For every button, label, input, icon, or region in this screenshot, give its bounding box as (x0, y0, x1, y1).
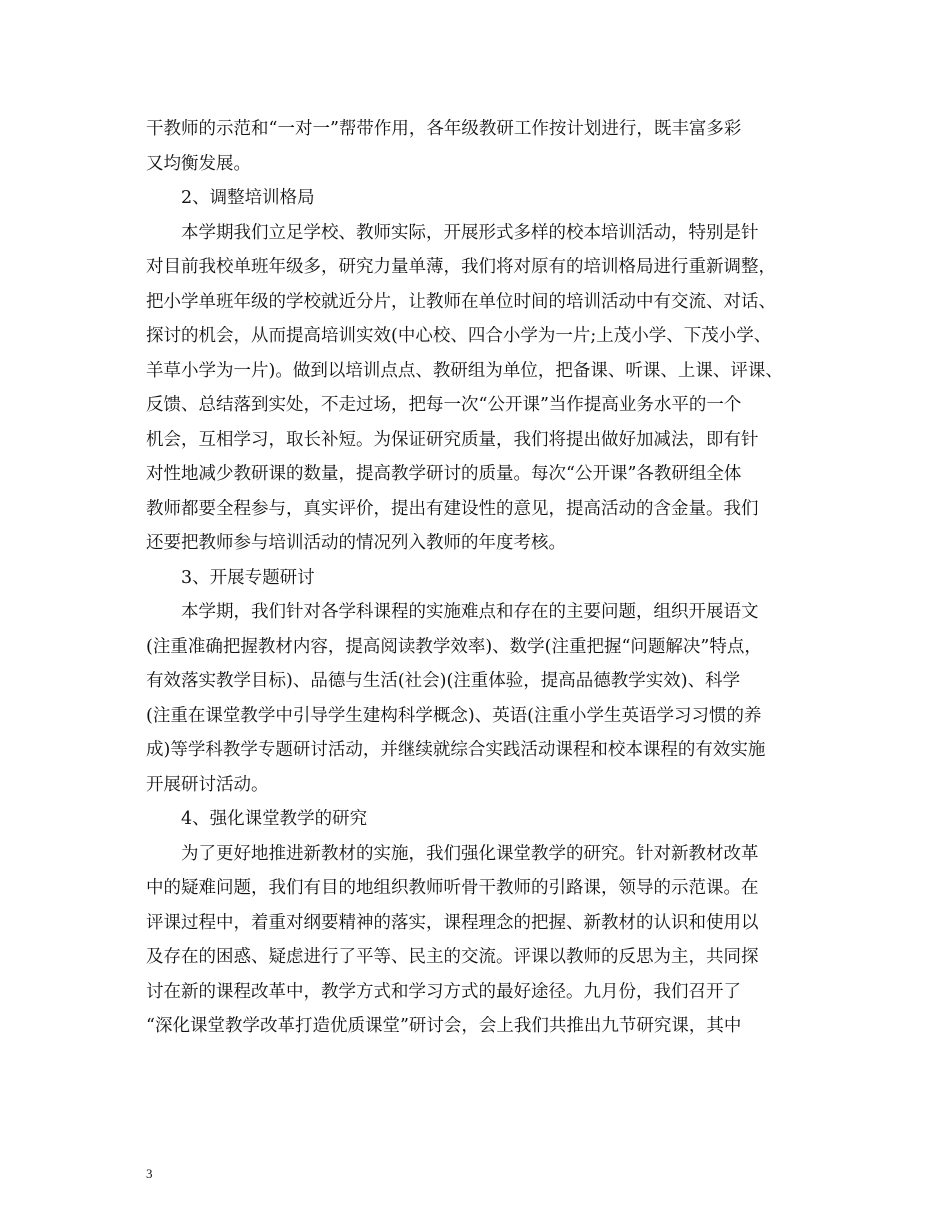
text-line: 成)等学科教学专题研讨活动，并继续就综合实践活动课程和校本课程的有效实施 (146, 740, 766, 760)
page-number: 3 (146, 1166, 153, 1181)
text-line: 又均衡发展。 (146, 154, 251, 174)
text-line: 本学期我们立足学校、教师实际，开展形式多样的校本培训活动，特别是针 (181, 223, 759, 243)
text-line: 4、强化课堂教学的研究 (181, 809, 368, 829)
text-line: 对性地减少教研课的数量，提高教学研讨的质量。每次“公开课”各教研组全体 (146, 464, 742, 484)
text-line: 把小学单班年级的学校就近分片，让教师在单位时间的培训活动中有交流、对话、 (146, 292, 776, 312)
text-line: 讨在新的课程改革中，教学方式和学习方式的最好途径。九月份，我们召开了 (146, 982, 741, 1002)
text-line: (注重在课堂教学中引导学生建构科学概念)、英语(注重小学生英语学习习惯的养 (146, 706, 762, 726)
text-line: 中的疑难问题，我们有目的地组织教师听骨干教师的引路课，领导的示范课。在 (146, 878, 759, 898)
text-line: 还要把教师参与培训活动的情况列入教师的年度考核。 (146, 533, 566, 553)
text-line: 反馈、总结落到实处，不走过场，把每一次“公开课”当作提高业务水平的一个 (146, 395, 742, 415)
text-line: 探讨的机会，从而提高培训实效(中心校、四合小学为一片;上茂小学、下茂小学、 (146, 326, 772, 346)
text-line: 为了更好地推进新教材的实施，我们强化课堂教学的研究。针对新教材改革 (181, 844, 759, 864)
text-line: 2、调整培训格局 (181, 188, 315, 208)
text-line: 羊草小学为一片)。做到以培训点点、教研组为单位，把备课、听课、上课、评课、 (146, 361, 783, 381)
text-line: 开展研讨活动。 (146, 775, 269, 795)
text-line: 对目前我校单班年级多，研究力量单薄，我们将对原有的培训格局进行重新调整， (146, 257, 776, 277)
text-line: 干教师的示范和“一对一”帮带作用，各年级教研工作按计划进行，既丰富多彩 (146, 119, 742, 139)
text-line: 评课过程中，着重对纲要精神的落实，课程理念的把握、新教材的认识和使用以 (146, 913, 759, 933)
text-line: 有效落实教学目标)、品德与生活(社会)(注重体验，提高品德教学实效)、科学 (146, 671, 741, 691)
text-line: (注重准确把握教材内容，提高阅读教学效率)、数学(注重把握“问题解决”特点， (146, 637, 762, 657)
text-line: “深化课堂教学改革打造优质课堂”研讨会，会上我们共推出九节研究课，其中 (146, 1016, 742, 1036)
text-line: 教师都要全程参与，真实评价，提出有建设性的意见，提高活动的含金量。我们 (146, 499, 759, 519)
text-line: 本学期，我们针对各学科课程的实施难点和存在的主要问题，组织开展语文 (181, 602, 759, 622)
text-line: 及存在的困惑、疑虑进行了平等、民主的交流。评课以教师的反思为主，共同探 (146, 947, 759, 967)
text-line: 机会，互相学习，取长补短。为保证研究质量，我们将提出做好加减法，即有针 (146, 430, 759, 450)
text-line: 3、开展专题研讨 (181, 568, 315, 588)
